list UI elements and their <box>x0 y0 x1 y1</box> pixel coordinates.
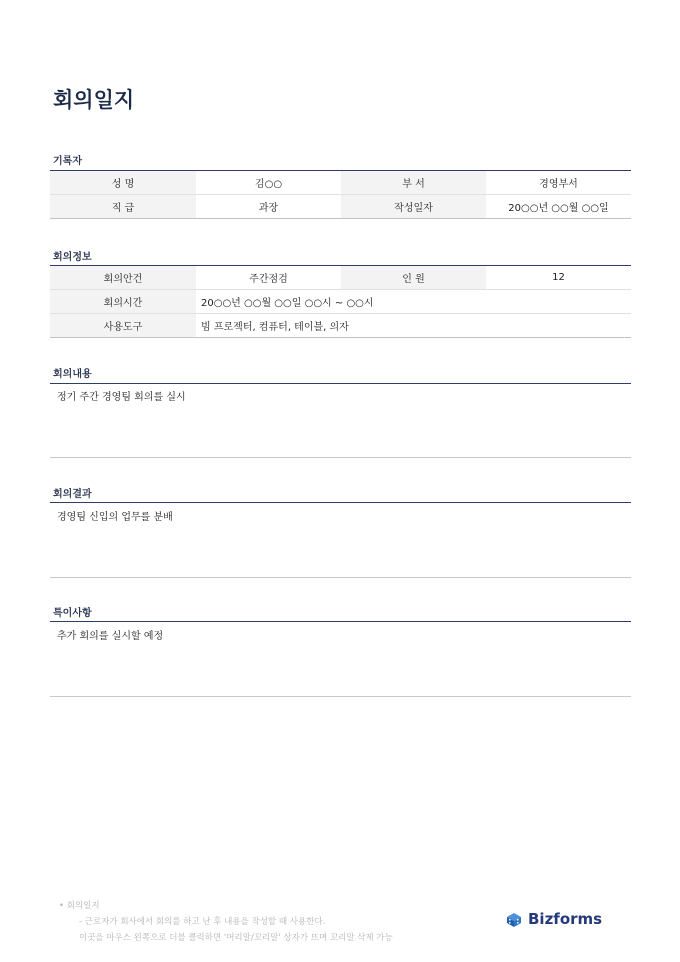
section-label-notes: 특이사항 <box>53 608 92 619</box>
section-label-result: 회의결과 <box>53 489 92 500</box>
time-value: 20○○년 ○○월 ○○일 ○○시 ~ ○○시 <box>196 290 631 314</box>
people-label: 인 원 <box>341 266 486 290</box>
name-value: 김○○ <box>196 171 341 195</box>
section-rule <box>50 502 631 503</box>
tools-label: 사용도구 <box>50 314 196 338</box>
table-row <box>50 195 631 219</box>
section-bottom-rule <box>50 577 631 578</box>
time-label: 회의시간 <box>50 290 196 314</box>
table-row <box>50 266 631 290</box>
section-rule <box>50 621 631 622</box>
section-label-content: 회의내용 <box>53 369 92 380</box>
date-label: 작성일자 <box>341 195 486 219</box>
section-bottom-rule <box>50 696 631 697</box>
table-row <box>50 290 631 314</box>
page-title: 회의일지 <box>53 88 135 112</box>
content-text: 정기 주간 경영팀 회의를 실시 <box>57 392 186 403</box>
date-value: 20○○년 ○○월 ○○일 <box>486 195 631 219</box>
tools-value: 빔 프로젝터, 컴퓨터, 테이블, 의자 <box>196 314 631 338</box>
footer-bullet: • 회의일지 <box>59 901 100 911</box>
position-value: 과장 <box>196 195 341 219</box>
people-value: 12 <box>486 266 631 290</box>
agenda-value: 주간점검 <box>196 266 341 290</box>
table-row <box>50 314 631 338</box>
bizforms-logo <box>505 910 602 928</box>
department-label: 부 서 <box>341 171 486 195</box>
footer-line-1: - 근로자가 회사에서 회의를 하고 난 후 내용을 작성할 때 사용한다. <box>79 917 326 927</box>
position-label: 직 급 <box>50 195 196 219</box>
section-bottom-rule <box>50 457 631 458</box>
building-logo-icon <box>505 910 523 928</box>
section-label-recorder: 기록자 <box>53 156 82 167</box>
name-label: 성 명 <box>50 171 196 195</box>
recorder-table <box>50 171 631 219</box>
table-row <box>50 171 631 195</box>
agenda-label: 회의안건 <box>50 266 196 290</box>
section-rule <box>50 383 631 384</box>
logo-text: Bizforms <box>528 910 603 928</box>
result-text: 경영팀 신입의 업무를 분배 <box>57 512 173 523</box>
department-value: 경영부서 <box>486 171 631 195</box>
footer-line-2: 이곳을 마우스 왼쪽으로 더블 클릭하면 '머리말/꼬리말' 상자가 뜨며 꼬리말 삭제 가능 <box>79 933 393 943</box>
meeting-info-table <box>50 266 631 338</box>
section-label-meeting-info: 회의정보 <box>53 252 92 263</box>
notes-text: 추가 회의를 실시할 예정 <box>57 631 164 642</box>
